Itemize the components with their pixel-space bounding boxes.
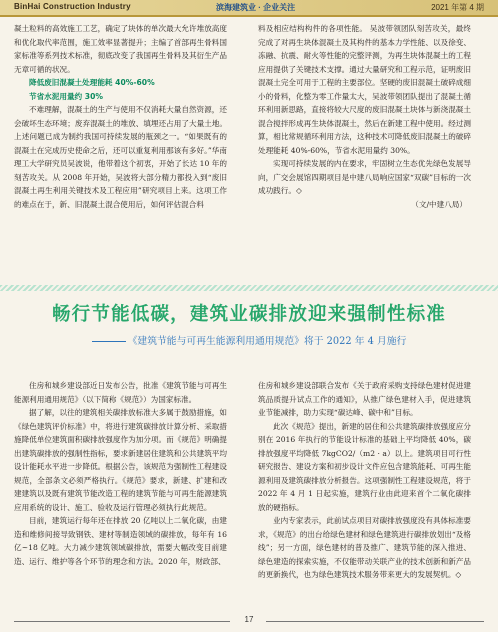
paragraph: 不难理解，混凝土的生产与使用不仅消耗大量自然资源，还会破坏生态环境；废弃混凝土的堆放、填埋还占用了大量土地。上述问题已成为制约我国可持续发展的瓶颈之一。“如果既有的混凝土在完成历史使命之后，还可以重复利用那该有多好。”华南理工大学研究员吴波说，他带着这个初衷，开始了长达 10 年的刻苦攻关。从 2008 年开始，吴波将大部分精力都投入到“废旧混凝土再生利用关键技术及工程应用”研究项目上来。这项工作的难点在于，新、旧混凝土混合使用后，如何评估混合料: [14, 105, 227, 209]
article-subtitle-text: 《建筑节能与可再生能源利用通用规范》将于 2022 年 4 月施行: [127, 336, 407, 347]
paragraph: 住房和城乡建设部联合发布《关于政府采购支持绿色建材促进建筑品质提升试点工作的通知》，从推广绿色建材入手，促进建筑业节能减排，助力实现“碳达峰、碳中和”目标。: [258, 381, 471, 417]
journal-name: BinHai Construction Industry: [14, 2, 131, 11]
top-left-column: [14, 22, 227, 211]
issue-number: 2021 年第 4 期: [431, 3, 484, 12]
bottom-left-column: [14, 379, 227, 568]
page-number: 17: [244, 615, 254, 624]
paragraph: 凝土粒料的高效施工工艺，确定了块体的单次最大允许堆放高度和优化取代率范围，施工效率显著提升；主编了首部再生骨料国家标准等系列技术标准，彻底改变了我国再生骨料及其衍生产品无章可循的状况。: [14, 24, 227, 74]
paragraph: 住房和城乡建设部近日发布公告，批准《建筑节能与可再生能源利用通用规范》（以下简称《规范》）为国家标准。: [14, 381, 227, 404]
footer-rule: [14, 621, 230, 622]
page-footer: [0, 615, 498, 627]
paragraph: 目前，建筑运行每年还在排放 20 亿吨以上二氧化碳，由建造和维修间接导致钢铁、建材等制造领域的碳排放，每年有 16 亿~18 亿吨。大力减少建筑领域碳排放，需要大幅改变目前建造、运行、维护等各个环节的理念和方法。2020 年，财政部、: [14, 516, 227, 566]
section-name: 滨海建筑业 · 企业关注: [216, 3, 296, 12]
article-subtitle: [0, 333, 498, 347]
paragraph: 料及相应结构构件的各项性能。 吴波带领团队刻苦攻关，最终完成了对再生块体混凝土及其构件的基本力学性能、以及徐变、冻融、抗震、耐火等性能的完整评测，为再生块体混凝土的工程应用提供了关键技术支撑。通过大量研究和工程示范，证明废旧混凝土完全可用于工程的主要部位。坚硬的废旧混凝土破碎成细小的骨料，化整为零工作量太大，吴波带领团队提出了混凝土循环利用新思路，直接将较大尺度的废旧混凝土块体与新浇混凝土混合搅拌形成再生块体混凝土，然后在新建工程中使用。经过测算，相比常规循环利用方法，这种技术可降低废旧混凝土的破碎处理能耗 40%-60%，节省水泥用量约 30%。: [258, 24, 471, 155]
footer-rule: [266, 621, 484, 622]
section-divider: [0, 285, 498, 291]
byline: （文/中建八局）: [411, 199, 467, 209]
header-rule: [0, 15, 498, 17]
subheading: 节省水泥用量约 30%: [29, 91, 103, 101]
subheading: 降低废旧混凝土处理能耗 40%-60%: [29, 78, 155, 87]
subtitle-dash: [92, 341, 126, 342]
paragraph: 据了解，以往的建筑相关碳排放标准大多属于鼓励措施，如《绿色建筑评价标准》中，将进行建筑碳排放计算分析、采取措施降低单位建筑面积碳排放强度作为加分项。而《规范》明确提出建筑碳排放的强制性指标，要求新建居住建筑和公共建筑平均设计能耗水平进一步降低。根据公告，该规范为强制性工程建设规范，全部条文必须严格执行。《规范》要求，新建、扩建和改建建筑以及既有建筑节能改造工程的建筑节能与可再生能源建筑应用系统的设计、施工、验收及运行管理必须执行此规范。: [14, 408, 227, 512]
top-right-column: [258, 22, 471, 211]
paragraph: 此次《规范》提出，新建的居住和公共建筑碳排放强度应分别在 2016 年执行的节能设计标准的基础上平均降低 40%，碳排放强度平均降低 7kgCO2/（m2 · a）以上。建筑项目可行性研究报告、建设方案和初步设计文件应包含建筑能耗、可再生能源利用及建筑碳排放分析报告。这项强制性工程建设规范，将于 2022 年 4 月 1 日起实施，建筑行业由此迎来首个二氧化碳排放的硬指标。: [258, 421, 471, 512]
article-title: 畅行节能低碳，建筑业碳排放迎来强制性标准: [51, 304, 446, 325]
paragraph: 业内专家表示，此前试点项目对碳排放强度没有具体标准要求，《规范》的出台给绿色建材和绿色建筑进行碳排放划出“及格线”；另一方面，绿色建材的普及推广、建筑节能的深入推进、绿色建造的探索实施，不仅能带动关联产业的技术创新和新产品的更新换代，也为绿色建筑技术服务带来更大的发展契机。◇: [258, 516, 471, 579]
bottom-right-column: [258, 379, 471, 582]
paragraph: 实现可持续发展的内在要求，牢固树立生态优先绿色发展导向，广交会展馆四期项目是中建八局响应国家“双碳”目标的一次成功践行。◇: [258, 159, 471, 195]
page-header: [0, 0, 498, 15]
